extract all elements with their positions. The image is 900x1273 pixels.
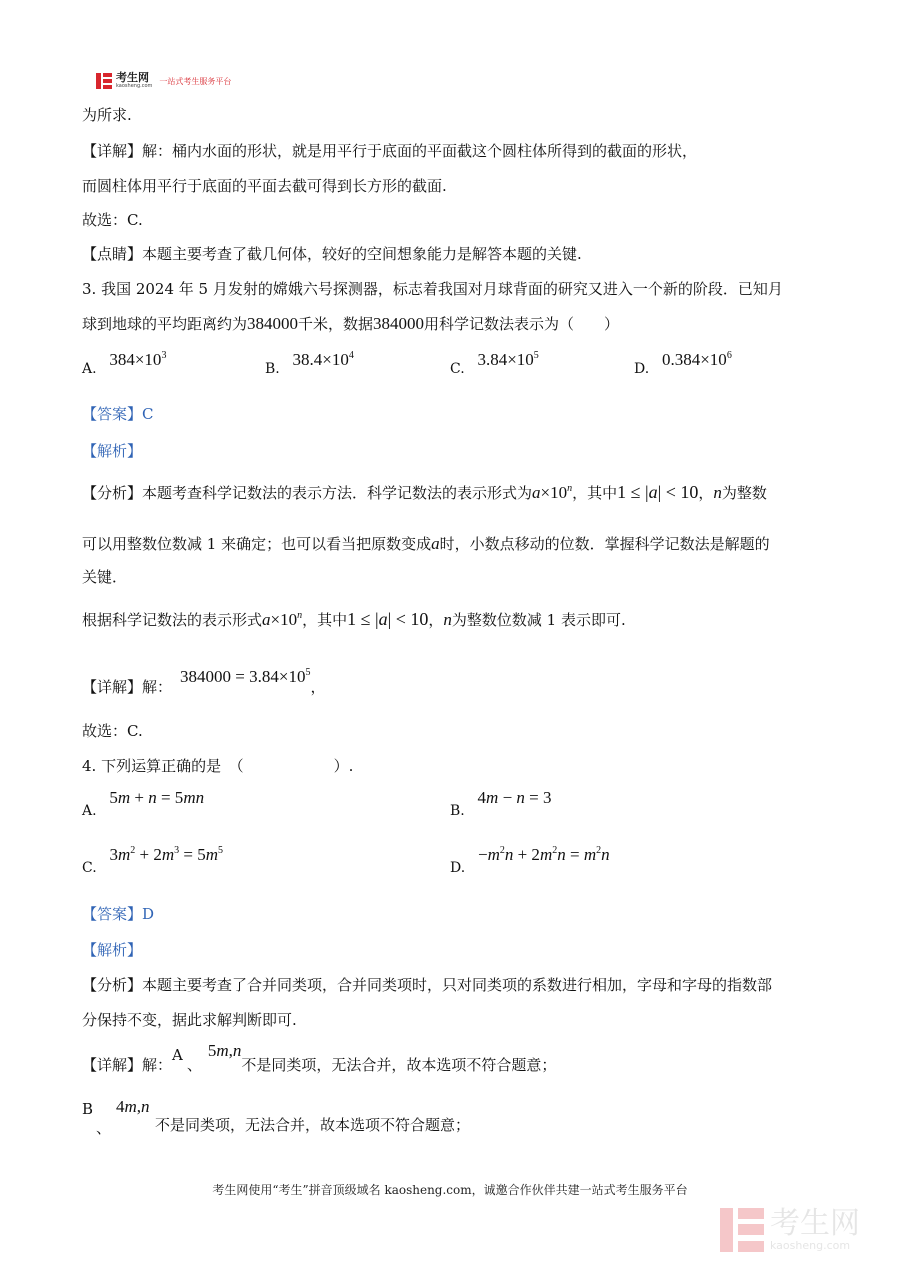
- watermark-domain: kaosheng.com: [770, 1239, 851, 1252]
- detail-line-b-sep: 、: [96, 1119, 112, 1137]
- option-d: D. $0.384\times 10^6$: [634, 350, 732, 377]
- detail-line: 【详解】解：A、5m,n不是同类项，无法合并，故本选项不符合题意；: [82, 1041, 557, 1074]
- detail-line: 【详解】解：$384000 = 3.84\times 10^5$，: [82, 667, 326, 696]
- option-d: D. $-m^2n + 2m^2n = m^2n$: [450, 845, 610, 876]
- analysis-line: 根据科学记数法的表示形式$a\times 10^n$，其中1 ≤ |a| < 10，n为整数位数减 1 表示即可.: [82, 609, 626, 629]
- text-line: 【详解】解：桶内水面的形状，就是用平行于底面的平面截这个圆柱体所得到的截面的形状，: [82, 142, 698, 160]
- answer-label: 【答案】D: [82, 905, 155, 923]
- option-c: C. $3.84\times 10^5$: [450, 350, 539, 377]
- watermark-name: 考生网: [770, 1206, 860, 1241]
- logo-domain: kaosheng.com: [116, 83, 153, 89]
- answer-label: 【答案】C: [82, 405, 154, 423]
- analysis-label: 【解析】: [82, 442, 143, 460]
- analysis-line: 分保持不变，据此求解判断即可.: [82, 1011, 297, 1029]
- question-3-text-2: 球到地球的平均距离约为384000千米，数据384000用科学记数法表示为（ ）: [82, 314, 620, 333]
- watermark-logo-icon: [720, 1208, 764, 1252]
- question-4-text: 4. 下列运算正确的是 （ ）.: [82, 757, 354, 775]
- detail-line-b-text: 不是同类项，无法合并，故本选项不符合题意；: [155, 1116, 471, 1134]
- option-a: A. $384\times 10^3$: [82, 350, 167, 377]
- analysis-line: 关键．: [82, 568, 128, 586]
- option-b: B. $38.4\times 10^4$: [265, 350, 354, 377]
- text-line: 为所求.: [82, 106, 132, 124]
- detail-line-b: B: [82, 1100, 94, 1118]
- analysis-line: 【分析】本题考查科学记数法的表示方法．科学记数法的表示形式为$a\times 10^n$，其中1 ≤ |a| < 10，n为整数: [82, 482, 767, 502]
- logo-icon: [96, 73, 112, 89]
- page-footer: 考生网使用“考生”拼音顶级域名 kaosheng.com，诚邀合作伙伴共建一站式考生服务平台: [212, 1183, 688, 1197]
- text-line: 故选：C.: [82, 211, 143, 229]
- analysis-label: 【解析】: [82, 941, 143, 959]
- text-line: 故选：C.: [82, 722, 143, 740]
- option-b: B. 4m − n = 3: [450, 788, 552, 819]
- detail-line-b-math: 4m,n: [116, 1097, 150, 1116]
- watermark: [720, 1208, 860, 1252]
- text-line: 【点睛】本题主要考查了截几何体，较好的空间想象能力是解答本题的关键.: [82, 245, 582, 263]
- analysis-line: 可以用整数位数减 1 来确定；也可以看当把原数变成a时，小数点移动的位数．掌握科学记数法是解题的: [82, 534, 770, 553]
- header-logo: [96, 73, 231, 89]
- option-c: C. $3m^2 + 2m^3 = 5m^5$: [82, 845, 223, 876]
- logo-name: 考生网: [116, 71, 149, 84]
- analysis-line: 【分析】本题主要考查了合并同类项，合并同类项时，只对同类项的系数进行相加，字母和字母的指数部: [82, 976, 773, 994]
- logo-slogan: 一站式考生服务平台: [159, 76, 232, 86]
- option-a: A. 5m + n = 5mn: [82, 788, 205, 819]
- text-line: 而圆柱体用平行于底面的平面去截可得到长方形的截面.: [82, 177, 447, 195]
- question-3-text: 3. 我国 2024 年 5 月发射的嫦娥六号探测器，标志着我国对月球背面的研究又进入一个新的阶段．已知月: [82, 280, 783, 298]
